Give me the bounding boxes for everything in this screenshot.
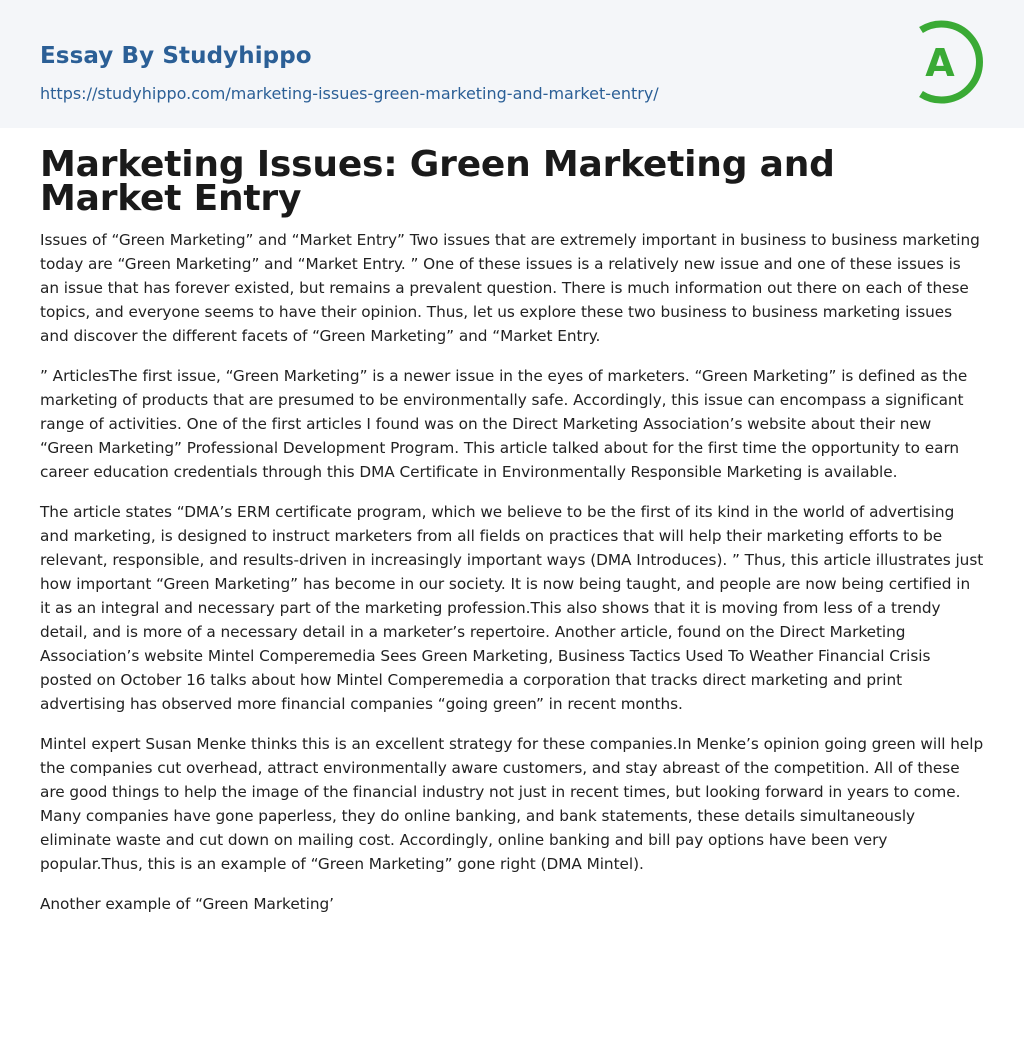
article-body xyxy=(0,144,1024,916)
article-paragraph: Issues of “Green Marketing” and “Market Entry” Two issues that are extremely important in business to business marketing today are “Green Marketing” and “Market Entry. ” One of these issues is a relatively new issue and one of these issues is an issue that has forever existed, but remains a prevalent question. There is much information out there on each of these topics, and everyone seems to have their opinion. Thus, let us explore these two business to business marketing issues and discover the different facets of “Green Marketing” and “Market Entry. xyxy=(40,231,980,345)
article-paragraph: The article states “DMA’s ERM certificate program, which we believe to be the first of its kind in the world of advertising and marketing, is designed to instruct marketers from all fields on practices that will help their marketing efforts to be relevant, responsible, and results-driven in increasingly important ways (DMA Introduces). ” Thus, this article illustrates just how important “Green Marketing” has become in our society. It is now being taught, and people are now being certified in it as an integral and necessary part of the marketing profession.This also shows that it is moving from less of a trendy detail, and is more of a necessary detail in a marketer’s repertoire. Another article, found on the Direct Marketing Association’s website Mintel Comperemedia Sees Green Marketing, Business Tactics Used To Weather Financial Crisis posted on October 16 talks about how Mintel Comperemedia a corporation that tracks direct marketing and print advertising has observed more financial companies “going green” in recent months. xyxy=(40,503,984,713)
site-title[interactable]: Essay By Studyhippo xyxy=(40,43,312,69)
article-paragraph: Another example of “Green Marketing’ xyxy=(40,895,334,913)
article-paragraph: ” ArticlesThe first issue, “Green Marketing” is a newer issue in the eyes of marketers. “Green Marketing” is defined as the marketing of products that are presumed to be environmentally safe. Accordingly, this issue can encompass a significant range of activities. One of the first articles I found was on the Direct Marketing Association’s website about their new “Green Marketing” Professional Development Program. This article talked about for the first time the opportunity to earn career education credentials through this DMA Certificate in Environmentally Responsible Marketing is available. xyxy=(40,367,968,481)
article-paragraph: Mintel expert Susan Menke thinks this is an excellent strategy for these companies.In Menke’s opinion going green will help the companies cut overhead, attract environmentally aware customers, and stay abreast of the competition. All of these are good things to help the image of the financial industry not just in recent times, but looking forward in years to come. Many companies have gone paperless, they do online banking, and bank statements, these details simultaneously eliminate waste and cut down on mailing cost. Accordingly, online banking and bill pay options have been very popular.Thus, this is an example of “Green Marketing” gone right (DMA Mintel). xyxy=(40,735,984,873)
logo-a-icon xyxy=(913,19,985,105)
studyhippo-logo[interactable] xyxy=(913,19,985,105)
logo-letter: A xyxy=(925,41,955,85)
article-url-link[interactable]: https://studyhippo.com/marketing-issues-green-marketing-and-market-entry/ xyxy=(40,84,659,103)
page-title: Marketing Issues: Green Marketing and Market Entry xyxy=(40,144,835,219)
site-header xyxy=(0,0,1024,128)
